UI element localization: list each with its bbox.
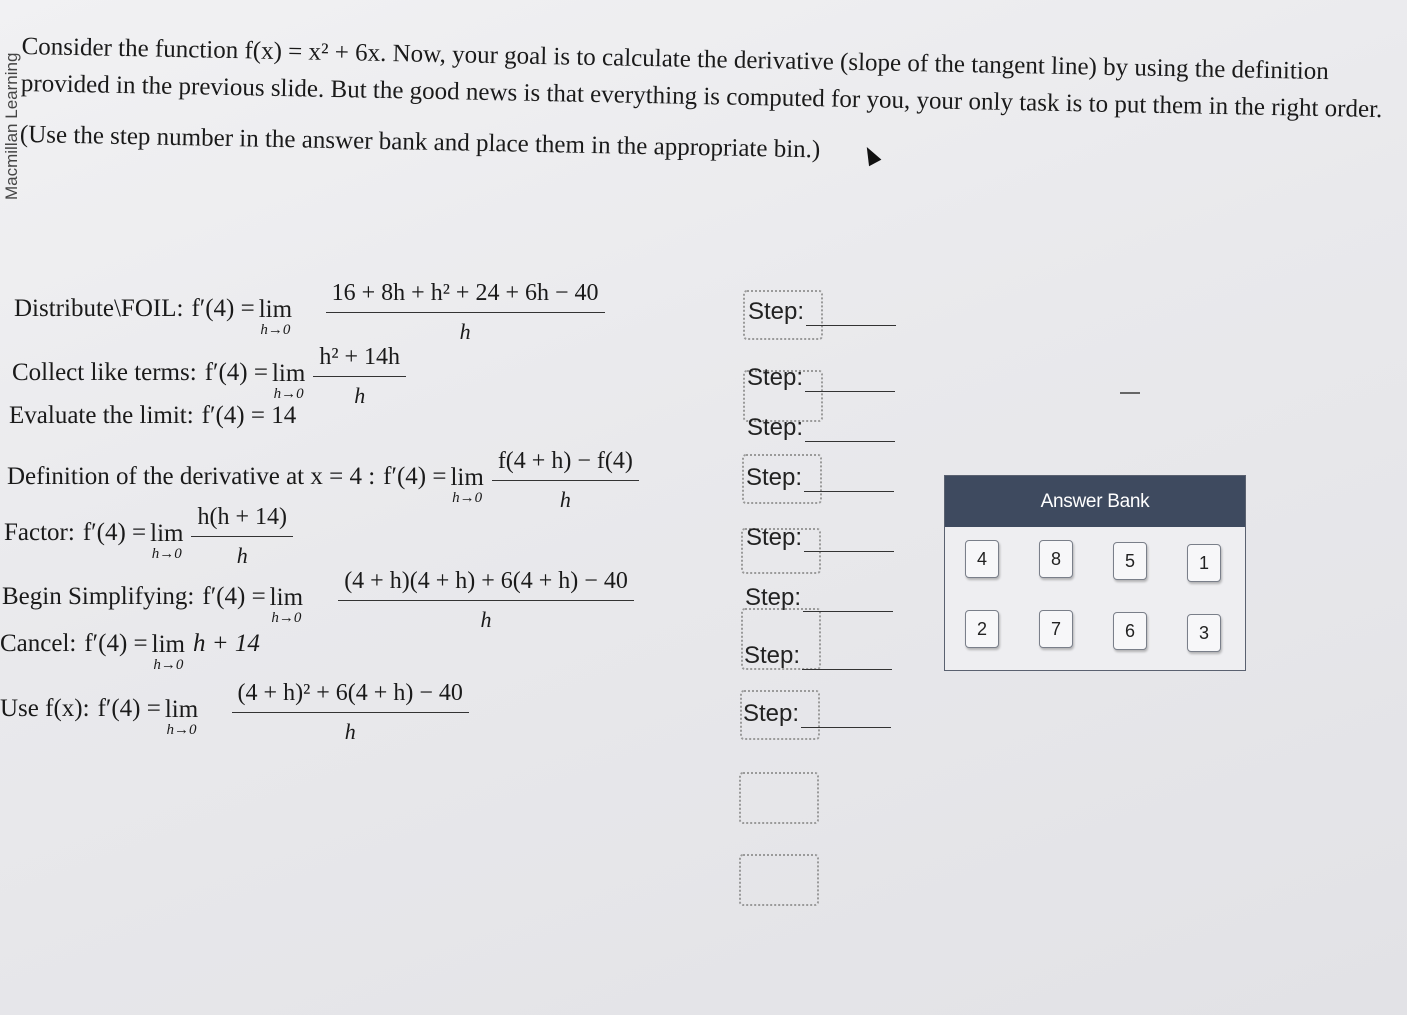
answer-bank <box>944 475 1246 671</box>
answer-tile[interactable]: 1 <box>1187 544 1221 582</box>
question-instruction: (Use the step number in the answer bank and place them in the appropriate bin.) <box>19 120 821 164</box>
limit-notation: lim h→0 <box>271 359 306 402</box>
fraction: $\frac{\text{16 + 8h + h² + 24 + 6h − 40}}{h}$ <box>300 280 630 345</box>
answer-bank-title: Answer Bank <box>945 476 1245 527</box>
step-collect-like-terms: Collect like terms: f′(4) = lim h→0 $\frac{\text{h² + 14h}}{h}$ <box>12 340 406 405</box>
answer-tile[interactable]: 6 <box>1113 612 1147 650</box>
fraction: $\frac{(4 + h)(4 + h) + 6(4 + h) - 40}{h}$ <box>311 568 661 633</box>
limit-notation: lim h→0 <box>269 583 304 626</box>
step-begin-simplifying: Begin Simplifying: f′(4) = lim h→0 $\frac{(4 + h)(4 + h) + 6(4 + h) - 40}{h}$ <box>2 564 661 629</box>
answer-tile[interactable]: 5 <box>1113 542 1147 580</box>
fraction: $\frac{h(h + 14)}{h}$ <box>191 504 293 569</box>
step-use-fx: Use f(x): f′(4) = lim h→0 $\frac{\text{(4 + h)² + 6(4 + h) − 40}}{h}$ <box>0 676 494 741</box>
fraction: $\frac{\text{(4 + h)² + 6(4 + h) − 40}}{h}$ <box>206 680 494 745</box>
step-slot-7: Step: <box>744 642 892 670</box>
step-distribute-foil: Distribute\FOIL: f′(4) = lim h→0 $\frac{\text{16 + 8h + h² + 24 + 6h − 40}}{h}$ <box>14 276 630 341</box>
step-cancel: Cancel: f′(4) = lim h→0 h + 14 <box>0 630 260 673</box>
drop-bin-7[interactable] <box>739 772 819 824</box>
step-slot-blank <box>802 651 892 670</box>
limit-notation: lim h→0 <box>450 463 484 506</box>
answer-tile[interactable]: 7 <box>1039 610 1073 648</box>
limit-notation: lim h→0 <box>151 631 185 673</box>
answer-tile[interactable]: 8 <box>1039 540 1073 578</box>
fraction: $\frac{f(4 + h) - f(4)}{h}$ <box>492 448 639 513</box>
fraction: $\frac{\text{h² + 14h}}{h}$ <box>313 344 406 409</box>
side-brand-text: Macmillan Learning <box>2 52 21 200</box>
step-slot-blank <box>803 593 893 612</box>
step-slot-blank <box>805 373 895 392</box>
limit-notation: lim h→0 <box>258 295 293 338</box>
step-slot-blank <box>804 473 894 492</box>
step-factor: Factor: f′(4) = lim h→0 $\frac{h(h + 14)}{h}$ <box>4 500 293 565</box>
step-slot-2: Step: <box>747 364 895 392</box>
step-slot-blank <box>806 307 896 326</box>
step-slot-1: Step: <box>748 298 896 326</box>
step-slot-8: Step: <box>743 700 891 728</box>
step-slot-blank <box>801 709 891 728</box>
step-slot-3: Step: <box>747 414 895 442</box>
step-slot-blank <box>805 423 895 442</box>
answer-tile[interactable]: 2 <box>965 610 999 648</box>
drop-bin-8[interactable] <box>739 854 819 906</box>
stray-mark <box>1120 392 1140 394</box>
limit-notation: lim h→0 <box>164 695 199 738</box>
step-slot-5: Step: <box>746 524 894 552</box>
answer-tile[interactable]: 3 <box>1187 614 1221 652</box>
step-evaluate-limit: Evaluate the limit: f′(4) = 14 <box>9 402 297 429</box>
question-paragraph: Consider the function f(x) = x² + 6x. Now, your goal is to calculate the derivative (slope of the tangent line) by using the definition provided in the previous slide. But the good news is that everything is computed for you, your only task is to put them in the right order. <box>20 32 1383 124</box>
limit-notation: lim h→0 <box>150 519 184 562</box>
answer-tile[interactable]: 4 <box>965 540 999 578</box>
step-slot-6: Step: <box>745 584 893 612</box>
question-intro <box>20 28 1392 179</box>
step-slot-blank <box>804 533 894 552</box>
step-slot-4: Step: <box>746 464 894 492</box>
step-definition-derivative: Definition of the derivative at x = 4 : f′(4) = lim h→0 $\frac{f(4 + h) - f(4)}{h}$ <box>7 444 639 509</box>
